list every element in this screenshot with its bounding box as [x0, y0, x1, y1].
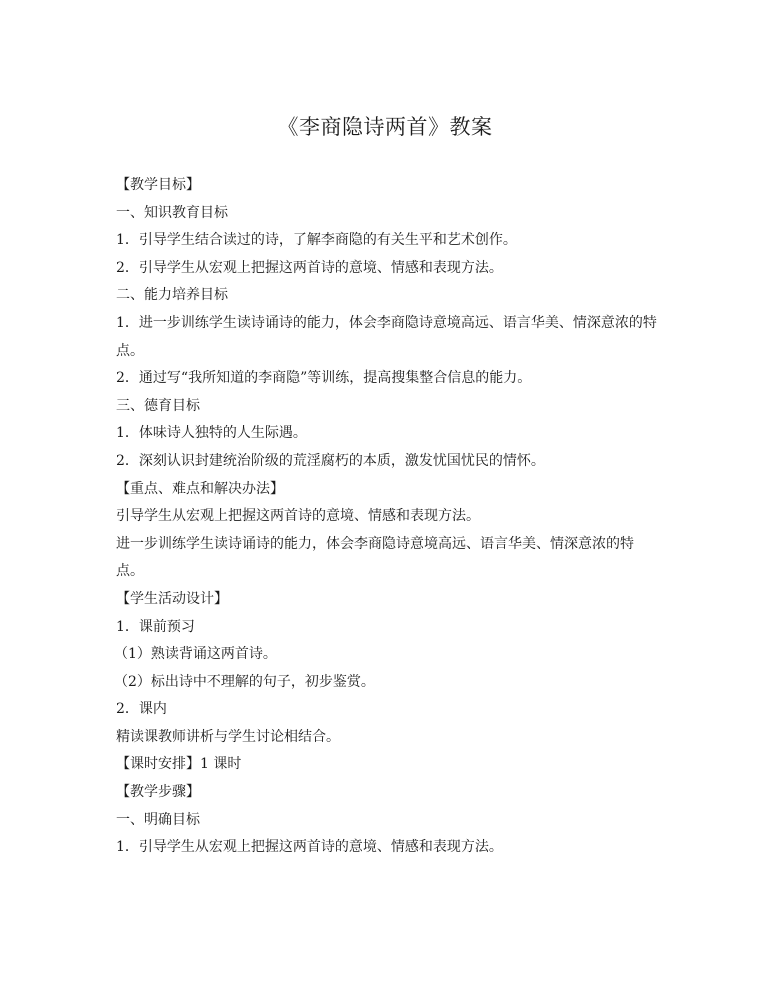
list-item: 2．课内 [116, 701, 167, 718]
list-item: 1．体味诗人独特的人生际遇。 [116, 425, 307, 442]
heading-key-points: 【重点、难点和解决办法】 [116, 480, 284, 497]
list-item: （2）标出诗中不理解的句子，初步鉴赏。 [114, 673, 375, 690]
list-item: 2．引导学生从宏观上把握这两首诗的意境、情感和表现方法。 [116, 259, 503, 276]
heading-class-hours: 【课时安排】1 课时 [116, 756, 242, 773]
list-item: （1）熟读背诵这两首诗。 [114, 646, 277, 663]
heading-teaching-goals: 【教学目标】 [116, 177, 200, 193]
paragraph: 精读课教师讲析与学生讨论相结合。 [116, 728, 340, 745]
document-title: 《李商隐诗两首》教案 [277, 115, 493, 139]
section-knowledge-goals: 一、知识教育目标 [116, 204, 228, 221]
list-item: 1．引导学生从宏观上把握这两首诗的意境、情感和表现方法。 [116, 839, 503, 856]
list-item: 1．引导学生结合读过的诗，了解李商隐的有关生平和艺术创作。 [116, 232, 517, 249]
document-body [116, 172, 661, 862]
paragraph: 进一步训练学生读诗诵诗的能力，体会李商隐诗意境高远、语言华美、情深意浓的特点。 [116, 535, 634, 580]
list-item: 1．进一步训练学生读诗诵诗的能力，体会李商隐诗意境高远、语言华美、情深意浓的特点。 [116, 314, 657, 359]
section-moral-goals: 三、德育目标 [116, 397, 200, 414]
section-clarify-goals: 一、明确目标 [116, 811, 200, 828]
list-item: 2．通过写“我所知道的李商隐”等训练，提高搜集整合信息的能力。 [116, 370, 532, 387]
list-item: 2．深刻认识封建统治阶级的荒淫腐朽的本质，激发忧国忧民的情怀。 [116, 452, 545, 469]
section-ability-goals: 二、能力培养目标 [116, 287, 228, 304]
heading-teaching-steps: 【教学步骤】 [116, 784, 200, 801]
paragraph: 引导学生从宏观上把握这两首诗的意境、情感和表现方法。 [116, 508, 480, 525]
heading-student-activities: 【学生活动设计】 [116, 590, 228, 607]
list-item: 1．课前预习 [116, 618, 195, 635]
